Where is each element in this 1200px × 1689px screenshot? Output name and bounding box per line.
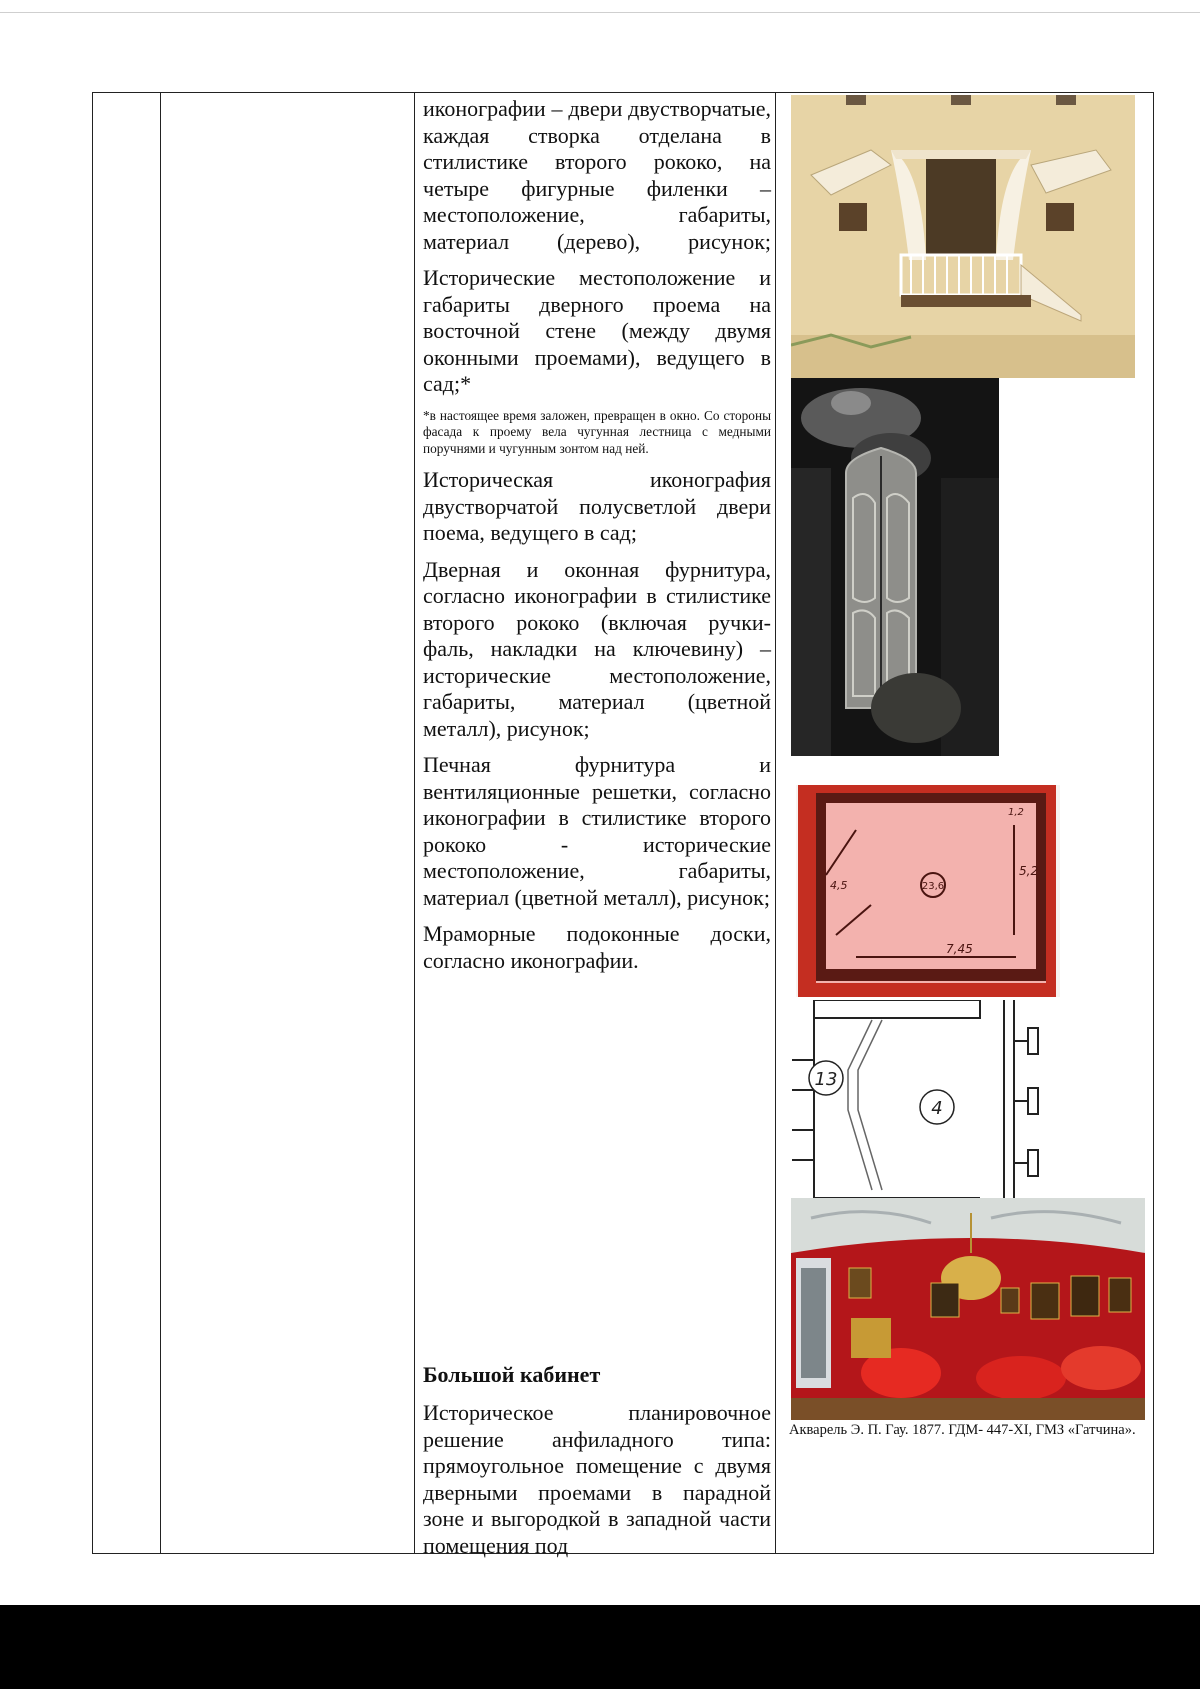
- col-border-3: [414, 92, 415, 1554]
- plan-red-left-label: 4,5: [830, 879, 848, 892]
- plan-room-4-label: 4: [931, 1098, 943, 1119]
- footnote: *в настоящее время заложен, превращен в окно. Со стороны фасада к проему вела чугунная лестница с медными поручнями и чугунным зонтом над ней.: [423, 407, 771, 456]
- paragraph-doorway-location: Исторические местоположение и габариты дверного проема на восточной стене (между двумя оконными проемами), ведущего в сад;*: [423, 265, 771, 396]
- image-caption: Акварель Э. П. Гау. 1877. ГДМ- 447-XI, ГМЗ «Гатчина».: [789, 1422, 1136, 1438]
- paragraph-door-historic: Историческая иконография двустворчатой полусветлой двери поема, ведущего в сад;: [423, 467, 771, 545]
- table-top-border: [92, 92, 1154, 93]
- paragraph-marble-sills: Мраморные подоконные доски, согласно иконографии.: [423, 921, 771, 973]
- plan-red-top-label: 1,2: [1008, 807, 1024, 818]
- scan-edge-line: [0, 12, 1200, 13]
- col-border-2: [160, 92, 161, 1554]
- plan-room-13-label: 13: [814, 1069, 838, 1090]
- section-heading: Большой кабинет: [423, 1362, 601, 1387]
- plan-red-image: [796, 785, 1060, 997]
- plan-red-area-label: 23,6: [921, 881, 945, 892]
- paragraph-planning: Историческое планировочное решение анфиладного типа: прямоугольное помещение с двумя дверными проемами в парадной зоне и выгородкой в западной части помещения под: [423, 1400, 771, 1558]
- col-border-4: [775, 92, 776, 1554]
- paragraph-door-iconography: иконографии – двери двустворчатые, каждая створка отделана в стилистике второго рококо, на четыре фигурные филенки – местоположение, габариты, материал (дерево), рисунок;: [423, 96, 771, 254]
- section-big-cabinet: [423, 1362, 771, 1559]
- paragraph-door-fittings: Дверная и оконная фурнитура, согласно иконографии в стилистике второго рококо (включая ручки-фаль, накладки на ключевину) – исторические местоположение, габариты, материал (цветной металл), рисунок;: [423, 556, 771, 741]
- col-border-5: [1153, 92, 1154, 1554]
- interior-door-photo: [791, 378, 999, 756]
- plan-line-drawing: [792, 1000, 1050, 1198]
- text-column: [423, 96, 771, 984]
- plan-red-width-label: 7,45: [946, 942, 973, 956]
- scan-bottom-band: [0, 1605, 1200, 1689]
- paragraph-stove-fittings: Печная фурнитура и вентиляционные решетки, согласно иконографии в стилистике второго рококо - исторические местоположение, габариты, материал (цветной металл), рисунок;: [423, 752, 771, 910]
- col-border-1: [92, 92, 93, 1554]
- plan-red-height-label: 5,2: [1019, 864, 1039, 878]
- red-cabinet-watercolor: [791, 1198, 1145, 1420]
- facade-watercolor-image: [791, 95, 1135, 378]
